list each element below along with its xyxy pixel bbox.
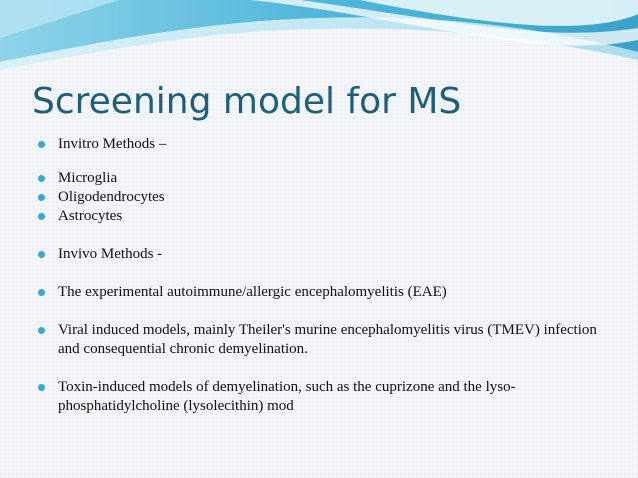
bullet-viral-induced-models: Viral induced models, mainly Theiler's murine encephalomyelitis virus (TMEV) infection and consequential chronic demyelination. [37,321,607,359]
bullet-oligodendrocytes: Oligodendrocytes [37,188,607,207]
bullet-invivo-methods: Invivo Methods - [37,245,607,264]
header-swoosh-decoration [0,0,638,90]
bullet-astrocytes: Astrocytes [37,207,607,226]
bullet-microglia: Microglia [37,169,607,188]
bullet-invitro-methods: Invitro Methods – [37,135,607,154]
bullet-toxin-induced-models: Toxin-induced models of demyelination, such as the cuprizone and the lyso-phosphatidylcholine (lysolecithin) mod [37,378,607,416]
bullet-list [37,135,607,416]
slide-title: Screening model for MS [32,81,462,122]
bullet-eae: The experimental autoimmune/allergic encephalomyelitis (EAE) [37,283,607,302]
